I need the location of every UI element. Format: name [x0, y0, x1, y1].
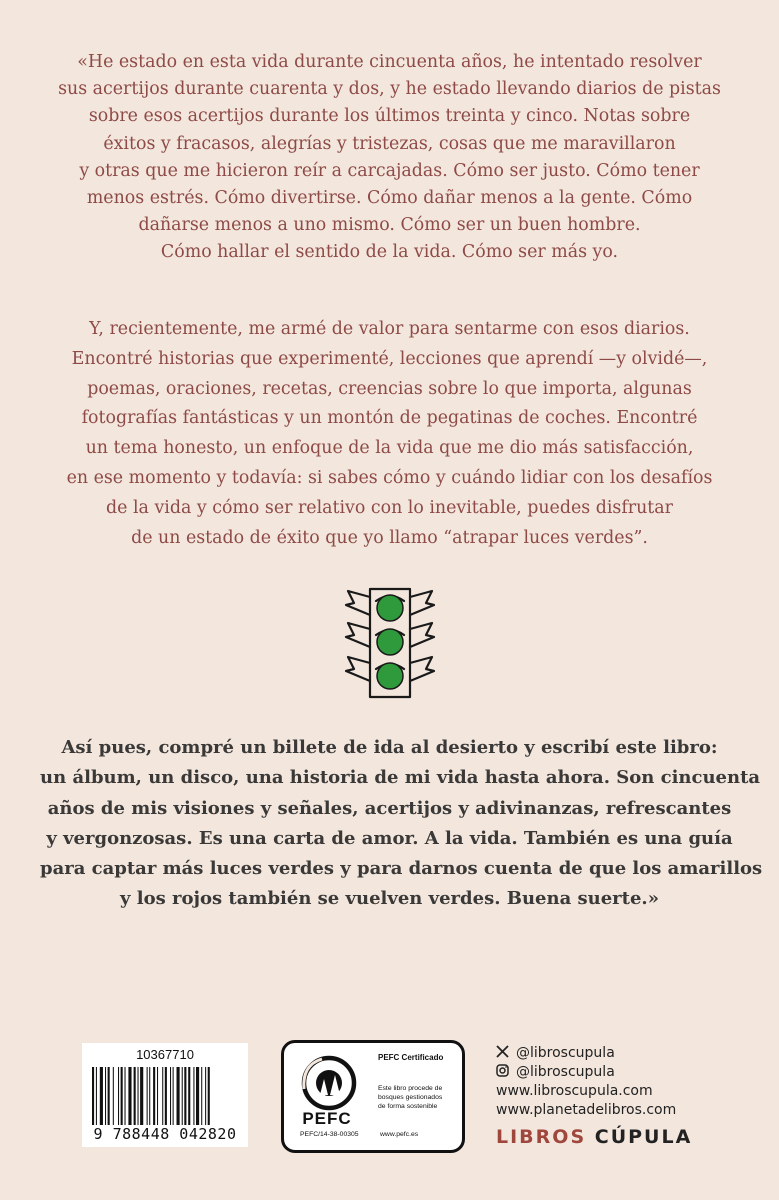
- x-handle-row[interactable]: [496, 1044, 736, 1063]
- instagram-handle-row[interactable]: [496, 1063, 736, 1082]
- quote-paragraph-2: [40, 315, 739, 553]
- pefc-url: www.pefc.es: [380, 1131, 419, 1138]
- text-line: de la vida y cómo ser relativo con lo inevitable, puedes disfrutar: [106, 497, 673, 518]
- text-line: para captar más luces verdes y para darnos cuenta de que los amarillos: [40, 858, 763, 880]
- x-handle: @libroscupula: [516, 1045, 615, 1061]
- pefc-description-line: de forma sostenible: [378, 1103, 438, 1110]
- text-line: un tema honesto, un enfoque de la vida que me dio más satisfacción,: [85, 438, 694, 459]
- instagram-handle: @libroscupula: [516, 1064, 615, 1080]
- website-link-2[interactable]: www.planetadelibros.com: [496, 1102, 677, 1118]
- barcode-bars: [86, 1067, 244, 1125]
- text-line: y vergonzosas. Es una carta de amor. A la vida. También es una guía: [46, 827, 733, 849]
- publisher-word-2: CÚPULA: [594, 1126, 693, 1148]
- quote-paragraph-1: [40, 49, 739, 267]
- text-line: Cómo hallar el sentido de la vida. Cómo ser más yo.: [160, 242, 619, 263]
- text-line: Así pues, compré un billete de ida al desierto y escribí este libro:: [61, 737, 718, 758]
- pefc-description-line: bosques gestionados: [378, 1094, 443, 1101]
- traffic-light-icon: [336, 583, 444, 703]
- text-line: Encontré historias que experimenté, lecciones que aprendí —y olvidé—,: [71, 348, 708, 369]
- pefc-description: [378, 1084, 442, 1111]
- text-line: poemas, oraciones, recetas, creencias sobre lo que importa, algunas: [87, 378, 692, 399]
- contact-info: [496, 1044, 736, 1120]
- barcode-number: 9 788448 042820: [93, 1125, 237, 1143]
- text-line: años de mis visiones y señales, acertijos y adivinanzas, refrescantes: [47, 797, 732, 819]
- instagram-icon: [496, 1064, 509, 1077]
- pefc-certification: [281, 1040, 465, 1153]
- pefc-logo-text: PEFC: [302, 1109, 352, 1128]
- text-line: y los rojos también se vuelven verdes. Buena suerte.»: [120, 888, 659, 910]
- quote-paragraph-3: [40, 733, 763, 915]
- pefc-trees-icon: [300, 1055, 358, 1111]
- publisher-logo: [496, 1126, 692, 1148]
- pefc-title: PEFC Certificado: [378, 1053, 444, 1062]
- text-line: y otras que me hicieron reír a carcajadas. Cómo ser justo. Cómo tener: [79, 160, 700, 181]
- pefc-description-line: Este libro procede de: [378, 1085, 443, 1092]
- text-line: dañarse menos a uno mismo. Cómo ser un buen hombre.: [138, 215, 641, 236]
- text-line: menos estrés. Cómo divertirse. Cómo dañar menos a la gente. Cómo: [86, 188, 693, 209]
- x-icon: [496, 1045, 509, 1058]
- text-line: sobre esos acertijos durante los últimos treinta y cinco. Notas sobre: [88, 106, 691, 127]
- text-line: sus acertijos durante cuarenta y dos, y he estado llevando diarios de pistas: [58, 79, 721, 100]
- text-line: «He estado en esta vida durante cincuenta años, he intentado resolver: [77, 52, 702, 72]
- barcode: [82, 1043, 248, 1147]
- text-line: de un estado de éxito que yo llamo “atrapar luces verdes”.: [131, 527, 648, 548]
- text-line: en ese momento y todavía: si sabes cómo y cuándo lidiar con los desafíos: [66, 467, 713, 488]
- text-line: Y, recientemente, me armé de valor para sentarme con esos diarios.: [89, 319, 690, 339]
- text-line: fotografías fantásticas y un montón de pegatinas de coches. Encontré: [81, 408, 698, 429]
- publisher-word-1: LIBROS: [496, 1126, 587, 1148]
- barcode-top-code: 10367710: [136, 1047, 194, 1062]
- text-line: éxitos y fracasos, alegrías y tristezas, cosas que me maravillaron: [103, 133, 676, 154]
- pefc-code: PEFC/14-38-00305: [300, 1131, 359, 1138]
- website-link-1[interactable]: www.libroscupula.com: [496, 1083, 653, 1099]
- text-line: un álbum, un disco, una historia de mi vida hasta ahora. Son cincuenta: [40, 767, 761, 789]
